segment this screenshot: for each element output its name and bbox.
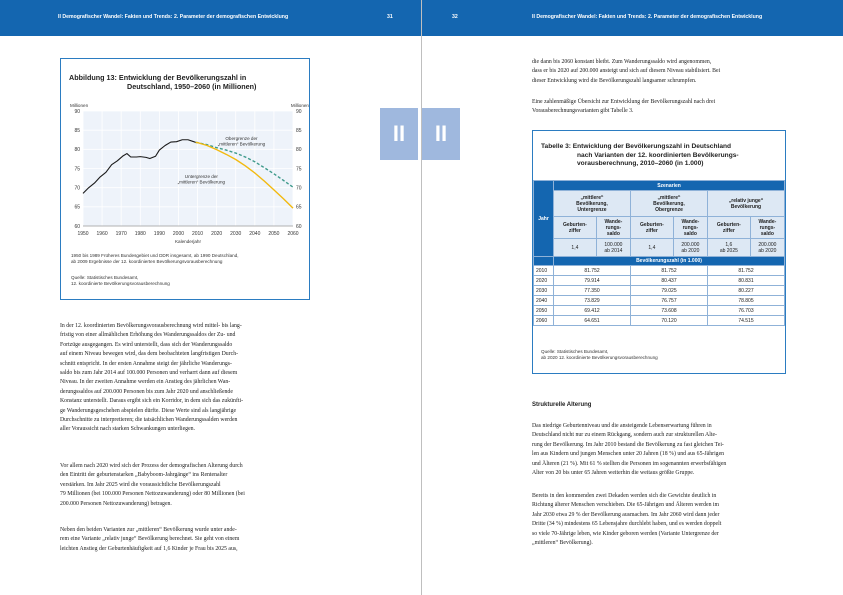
year-cell: 2030 [534, 286, 554, 296]
header-szenarien: Szenarien [554, 181, 785, 191]
body-paragraph [532, 98, 715, 117]
text-line: Durchschnitte zu interpretieren; die tatsächlichen Wanderungssalden werden [60, 417, 238, 424]
population-table [533, 180, 785, 326]
subheader-line: ziffer [722, 227, 735, 234]
value-cell: 74.515 [707, 316, 784, 326]
assumption-cell [707, 239, 750, 257]
running-header-title: II Demografischer Wandel: Fakten und Trends: 2. Parameter der demografischen Entwicklung [58, 14, 289, 20]
table-title [541, 143, 781, 169]
assumption-line: 1,4 [571, 244, 579, 251]
subheader-line: rungs- [759, 224, 776, 231]
running-header-title: II Demografischer Wandel: Fakten und Trends: 2. Parameter der demografischen Entwicklung [532, 14, 763, 20]
y-axis-label-left: Millionen [70, 103, 89, 108]
text-line: fristig von einer allmählichen Erhöhung des Wanderungssaldos der Zu- und [60, 332, 236, 339]
table-box [532, 130, 786, 374]
value-cell: 69.412 [554, 306, 631, 316]
variant-header-line: Bevölkerung, [576, 200, 608, 207]
text-line: auf einem Niveau bewegen wird, das dem beobachteten langfristigen Durch- [60, 351, 239, 358]
table-title-line: vorausberechnung, 2010–2060 (in 1.000) [577, 160, 704, 168]
value-cell: 73.829 [554, 296, 631, 306]
y-tick-label-right: 80 [296, 147, 302, 154]
x-tick-label: 2060 [287, 231, 299, 237]
assumption-cell [554, 239, 597, 257]
assumption-line: ab 2014 [604, 247, 623, 254]
y-tick-label-right: 90 [296, 108, 302, 115]
body-paragraph [60, 462, 245, 509]
y-tick-label-right: 75 [296, 166, 302, 173]
value-cell: 73.608 [630, 306, 707, 316]
year-cell: 2020 [534, 276, 554, 286]
header-band-right [422, 0, 843, 36]
variant-header [707, 191, 784, 217]
variant-header-line: Untergrenze [577, 206, 607, 213]
text-line: leichten Anstieg der Geburtenhäufigkeit auf 1,6 Kinder je Frau bis 2025 aus, [60, 545, 238, 552]
subheader-geburtenziffer [630, 217, 673, 239]
page-number: 31 [387, 14, 393, 20]
x-tick-label: 1990 [153, 231, 165, 237]
assumption-line: ab 2025 [719, 247, 738, 254]
y-tick-label-right: 70 [296, 185, 302, 192]
text-line: aller Voraussicht nach starken Schwankungen unterliegen. [60, 426, 196, 433]
value-cell: 79.025 [630, 286, 707, 296]
text-line: dieser Entwicklung wird die Bevölkerungszahl langsamer schrumpfen. [532, 77, 697, 84]
table-title-line: nach Varianten der 12. koordinierten Bevölkerungs- [577, 151, 739, 159]
value-cell: 80.227 [707, 286, 784, 296]
x-tick-label: 2020 [211, 231, 223, 237]
subheader-line: ziffer [645, 227, 658, 234]
y-tick-label-left: 90 [74, 108, 80, 115]
x-tick-label: 1970 [115, 231, 127, 237]
x-tick-label: 1960 [96, 231, 108, 237]
assumption-line: 1,4 [648, 244, 656, 251]
value-cell: 77.350 [554, 286, 631, 296]
text-line: und Älteren (21 %). Mit 61 % stellten die Personen im sogenannten erwerbsfähigen [532, 460, 727, 467]
text-line: die dann bis 2060 konstant bleibt. Zum Wanderungssaldo wird angenommen, [532, 59, 712, 65]
subheader-wanderungssaldo [673, 217, 707, 239]
body-paragraph [532, 58, 720, 86]
assumption-cell [596, 239, 630, 257]
y-tick-label-left: 85 [74, 127, 80, 134]
x-tick-label: 2000 [172, 231, 185, 237]
text-line: verstärken. Im Jahr 2025 wird die voraussichtliche Bevölkerungszahl [60, 481, 221, 488]
variant-header [554, 191, 631, 217]
assumption-cell [750, 239, 784, 257]
assumption-cell [630, 239, 673, 257]
header-band-left [0, 0, 421, 36]
x-tick-label: 2040 [249, 231, 261, 237]
chapter-marker: II [380, 108, 418, 160]
table-row [534, 276, 785, 286]
table-row [534, 286, 785, 296]
assumption-line: 200.000 [681, 241, 700, 248]
variant-header-line: „relativ junge“ [728, 197, 764, 204]
y-tick-label-left: 60 [74, 223, 80, 230]
body-paragraph [532, 422, 726, 478]
subheader-wanderungssaldo [750, 217, 784, 239]
text-line: Jahr 2030 etwa 29 % der Bevölkerung ausmachen. Im Jahr 2060 wird dann jeder [532, 511, 720, 518]
subheader-wanderungssaldo [596, 217, 630, 239]
variant-header [630, 191, 707, 217]
subheader-line: Geburten- [716, 221, 741, 228]
text-line: so viele 70-Jährige leben, wie Kinder geboren werden (Variante Untergrenze der [532, 530, 719, 537]
text-line: 200.000 Personen Nettozuwanderung) betragen. [60, 500, 172, 507]
subheader-geburtenziffer [707, 217, 750, 239]
subheader-line: saldo [683, 230, 697, 237]
text-line: Neben den beiden Varianten zur „mittleren“ Bevölkerung wurde unter ande- [60, 527, 237, 533]
text-line: den Eintritt der geburtenstarken „Babyboom-Jahrgänge“ ins Rentenalter [60, 472, 228, 479]
subheader-line: rungs- [605, 224, 622, 231]
y-tick-label-left: 80 [74, 147, 80, 154]
x-tick-label: 2010 [191, 231, 204, 237]
value-cell: 76.703 [707, 306, 784, 316]
text-line: Niveau. In der zweiten Annahme werden ein Anstieg des jährlichen Wan- [60, 379, 231, 386]
y-tick-label-right: 60 [296, 223, 302, 230]
text-line: rem eine Variante „relativ junge“ Bevölkerung berechnet. Sie geht von einem [60, 536, 240, 543]
text-line: Konstanz unterstellt. Daraus ergibt sich ein Korridor, in dem sich das zukünfti- [60, 398, 244, 405]
text-line: Das niedrige Geburtenniveau und die ansteigende Lebenserwartung führen in [532, 423, 712, 429]
text-line: Deutschland nicht nur zu einem Rückgang, sondern auch zur strukturellen Alte- [532, 432, 717, 439]
assumption-line: 200.000 [758, 241, 777, 248]
text-line: Vorausberechnungsvarianten gibt Tabelle 3. [532, 108, 634, 115]
subheader-line: saldo [606, 230, 620, 237]
table-source-line: ab 2020 12. koordinierte Bevölkerungsvorausberechnung [541, 355, 658, 360]
value-cell: 70.120 [630, 316, 707, 326]
subheader-line: Wande- [758, 218, 777, 225]
subheader-line: Wande- [681, 218, 700, 225]
text-line: „mittleren“ Bevölkerung). [532, 540, 593, 547]
variant-header-line: „mittlere“ [580, 194, 604, 201]
chart-annotation: Untergrenze der [184, 174, 218, 180]
assumption-line: ab 2020 [758, 247, 777, 254]
value-cell: 80.831 [707, 276, 784, 286]
table-row [534, 306, 785, 316]
x-tick-label: 2030 [230, 231, 242, 237]
text-line: ge Wanderungsgeschehen abspielen dürfte. Diese Werte sind als langjährige [60, 407, 237, 414]
value-cell: 81.752 [630, 266, 707, 276]
band-spacer [534, 257, 554, 266]
text-line: Alter von 20 bis unter 65 Jahren weiterhin die weitaus größte Gruppe. [532, 470, 695, 477]
x-tick-label: 1950 [77, 231, 89, 237]
x-tick-label: 1980 [134, 231, 146, 237]
assumption-line: 100.000 [604, 241, 623, 248]
text-line: rung der Bevölkerung. Im Jahr 2010 bestand die Bevölkerung zu fast gleichen Tei- [532, 441, 724, 448]
chapter-marker: II [422, 108, 460, 160]
value-cell: 81.752 [707, 266, 784, 276]
figure-source [71, 275, 170, 287]
y-tick-label-left: 65 [74, 204, 80, 211]
year-cell: 2040 [534, 296, 554, 306]
text-line: len aus Kindern und jungen Menschen unter 20 Jahren (18 %) und aus 65-Jährigen [532, 451, 725, 458]
table-row [534, 266, 785, 276]
subheader-line: Wande- [604, 218, 623, 225]
text-line: derungssaldos auf 200.000 Personen bis zum Jahr 2020 und anschließende [60, 388, 233, 395]
text-line: saldo bis zum Jahr 2014 auf 100.000 Personen und verharrt dann auf diesem [60, 370, 238, 377]
year-cell: 2060 [534, 316, 554, 326]
page-gutter [421, 0, 422, 595]
chart-annotation: „mittleren“ Bevölkerung [217, 141, 266, 147]
text-line: Bereits in den kommenden zwei Dekaden werden sich die Gewichte deutlich in [532, 493, 717, 499]
subheader-line: rungs- [682, 224, 699, 231]
table-title-line: Tabelle 3: Entwicklung der Bevölkerungszahl in Deutschland [541, 143, 732, 150]
figure-title-line: Deutschland, 1950–2060 (in Millionen) [127, 82, 257, 91]
text-line: Dritte (34 %) mindestens 65 Lebensjahre durchlebt haben, und es werden doppelt [532, 521, 722, 528]
value-cell: 81.752 [554, 266, 631, 276]
body-paragraph [60, 526, 239, 554]
text-line: Vor allem nach 2020 wird sich der Prozess der demografischen Alterung durch [60, 463, 243, 469]
y-tick-label-right: 85 [296, 127, 302, 134]
variant-header-line: Obergrenze [655, 206, 683, 213]
table-source [541, 349, 658, 361]
year-cell: 2050 [534, 306, 554, 316]
subheader-line: saldo [760, 230, 774, 237]
y-tick-label-left: 75 [74, 166, 80, 173]
variant-header-line: Bevölkerung [730, 203, 762, 210]
figure-box [60, 58, 310, 300]
variant-header-line: Bevölkerung, [653, 200, 685, 207]
table-row [534, 316, 785, 326]
table-source-line: Quelle: Statistisches Bundesamt, [541, 349, 609, 354]
assumption-line: ab 2020 [681, 247, 700, 254]
figure-title-line: Abbildung 13: Entwicklung der Bevölkerungszahl in [69, 73, 247, 82]
assumption-cell [673, 239, 707, 257]
value-cell: 76.757 [630, 296, 707, 306]
text-line: dass er bis 2020 auf 200.000 ansteigt und sich auf diesem Niveau stabilisiert. Bei [532, 68, 721, 75]
figure-source-line: Quelle: Statistisches Bundesamt, [71, 275, 139, 280]
subheader-geburtenziffer [554, 217, 597, 239]
subheader-line: Geburten- [562, 221, 587, 228]
value-cell: 79.914 [554, 276, 631, 286]
text-line: schnitt entspricht. In der ersten Annahme steigt der jährliche Wanderungs- [60, 360, 232, 367]
variant-header-line: „mittlere“ [657, 194, 681, 201]
text-line: Eine zahlenmäßige Übersicht zur Entwicklung der Bevölkerungszahl nach drei [532, 99, 716, 105]
chart-annotation: „mittleren“ Bevölkerung [177, 179, 226, 185]
x-tick-label: 2050 [268, 231, 280, 237]
body-paragraph [60, 322, 243, 435]
body-paragraph [532, 492, 721, 548]
y-axis-label-right: Millionen [290, 103, 309, 108]
figure-source-line: 12. koordinierte Bevölkerungsvorausberechnung [71, 281, 170, 286]
text-line: Fortzüge ausgegangen. Es wird unterstellt, dass sich der Wanderungssaldo [60, 341, 233, 348]
value-cell: 64.651 [554, 316, 631, 326]
text-line: In der 12. koordinierten Bevölkerungsvorausberechnung wird mittel- bis lang- [60, 323, 242, 329]
chart-annotation: Obergrenze der [225, 135, 258, 141]
subheader-line: ziffer [568, 227, 581, 234]
year-cell: 2010 [534, 266, 554, 276]
text-line: Richtung älterer Menschen verschieben. Die 65-Jährigen und Älteren werden im [532, 502, 720, 509]
assumption-line: 1,6 [725, 241, 733, 248]
figure-note [71, 253, 239, 265]
figure-note-line: 1950 bis 1989 Früheres Bundesgebiet und DDR insgesamt, ab 1990 Deutschland, [71, 253, 239, 258]
text-line: 79 Millionen (bei 100.000 Personen Nettozuwanderung) oder 80 Millionen (bei [60, 491, 245, 498]
x-axis-label: Kalenderjahr [174, 239, 202, 244]
value-cell: 78.805 [707, 296, 784, 306]
column-header-year: Jahr [534, 181, 554, 257]
value-cell: 80.437 [630, 276, 707, 286]
figure-note-line: ab 2009 Ergebnisse der 12. koordinierten Bevölkerungsvorausberechnung [71, 259, 223, 264]
y-tick-label-left: 70 [74, 185, 80, 192]
subheader-line: Geburten- [639, 221, 664, 228]
section-heading: Strukturelle Alterung [532, 402, 592, 408]
header-bevoelkerungszahl: Bevölkerungszahl (in 1.000) [554, 257, 785, 266]
page-number: 32 [452, 14, 458, 20]
y-tick-label-right: 65 [296, 204, 302, 211]
table-row [534, 296, 785, 306]
